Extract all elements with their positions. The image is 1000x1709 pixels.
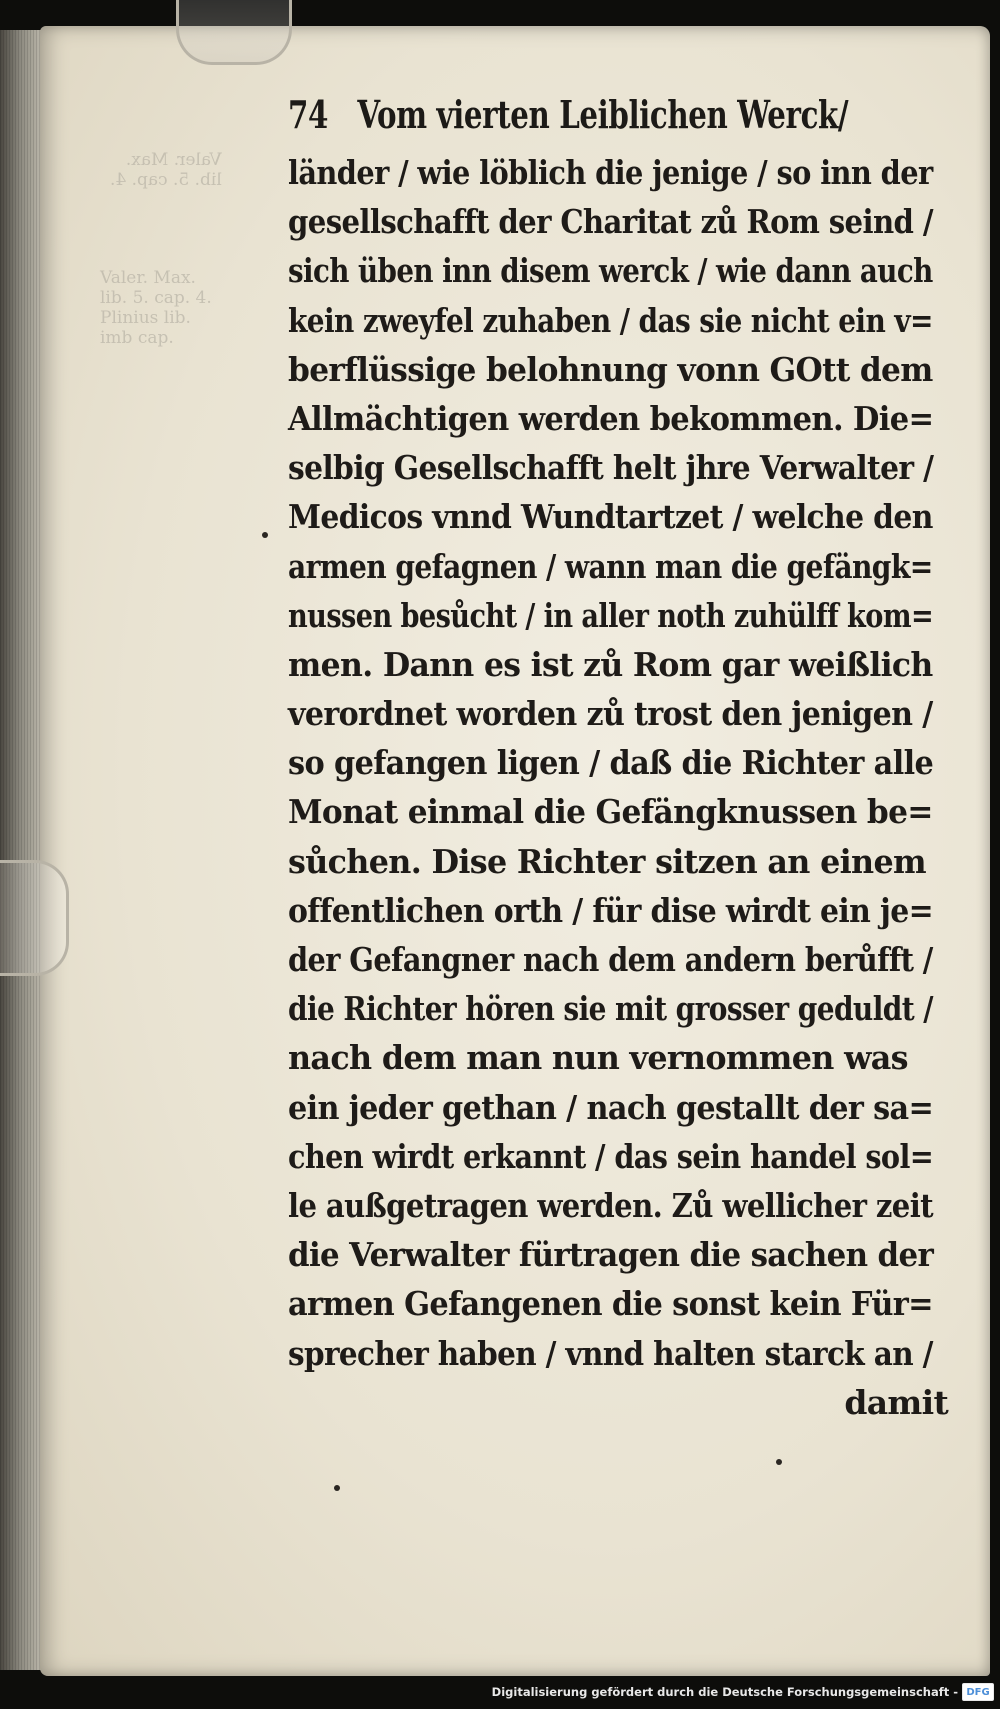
- text-line: sich üben inn disem werck / wie dann auch: [288, 251, 933, 291]
- ink-speck: [262, 532, 268, 538]
- text-line: berflüssige belohnung vonn GOtt dem: [288, 349, 933, 389]
- text-line: kein zweyfel zuhaben / das sie nicht ein v=: [288, 300, 933, 340]
- page-header: [288, 92, 849, 138]
- body-text: [288, 148, 958, 1427]
- text-line: sprecher haben / vnnd halten starck an /: [288, 1333, 933, 1373]
- text-line: Medicos vnnd Wundtartzet / welche den: [288, 497, 933, 537]
- catchword: damit: [844, 1382, 948, 1422]
- margin-bleed-note-middle: Valer. Max. lib. 5. cap. 4. Plinius lib. imb cap.: [100, 268, 212, 348]
- text-line: men. Dann es ist zů Rom gar weißlich: [288, 644, 933, 684]
- text-line: nach dem man nun vernommen was: [288, 1038, 908, 1078]
- page-clip-top: [176, 0, 292, 65]
- text-line: nussen besůcht / in aller noth zuhülff kom=: [288, 595, 934, 635]
- margin-bleed-note-top: Valer. Max. lib. 5. cap. 4.: [110, 150, 222, 190]
- text-line: länder / wie löblich die jenige / so inn der: [288, 153, 933, 192]
- text-line: Allmächtigen werden bekommen. Die=: [288, 398, 934, 438]
- text-line: chen wirdt erkannt / das sein handel sol=: [288, 1136, 934, 1176]
- text-line: offentlichen orth / für dise wirdt ein je=: [288, 890, 934, 930]
- digitization-credit: Digitalisierung gefördert durch die Deutsche Forschungsgemeinschaft -: [491, 1685, 958, 1699]
- dfg-logo: DFG: [962, 1683, 994, 1701]
- text-line: die Richter hören sie mit grosser geduldt /: [288, 989, 933, 1029]
- text-line: der Gefangner nach dem andern berůfft /: [288, 940, 933, 979]
- running-title: Vom vierten Leiblichen Werck/: [357, 92, 849, 137]
- text-line: ein jeder gethan / nach gestallt der sa=: [288, 1087, 934, 1127]
- ink-speck: [776, 1459, 782, 1465]
- text-line: verordnet worden zů trost den jenigen /: [288, 694, 933, 734]
- ink-speck: [334, 1485, 340, 1491]
- text-line: Monat einmal die Gefängknussen be=: [288, 792, 933, 832]
- text-line: armen Gefangenen die sonst kein Für=: [288, 1284, 933, 1324]
- page-number: 74: [288, 92, 328, 137]
- text-line: armen gefagnen / wann man die gefängk=: [288, 546, 933, 586]
- digitization-footer: [492, 1681, 994, 1703]
- text-line: die Verwalter fürtragen die sachen der: [288, 1235, 934, 1275]
- page-clip-left: [0, 860, 69, 976]
- text-line: selbig Gesellschafft helt jhre Verwalter /: [288, 448, 934, 488]
- text-line: so gefangen ligen / daß die Richter alle: [288, 743, 934, 783]
- text-line: le außgetragen werden. Zů wellicher zeit: [288, 1185, 933, 1225]
- text-line: sůchen. Dise Richter sitzen an einem: [288, 841, 926, 881]
- text-line: gesellschafft der Charitat zů Rom seind /: [288, 202, 933, 242]
